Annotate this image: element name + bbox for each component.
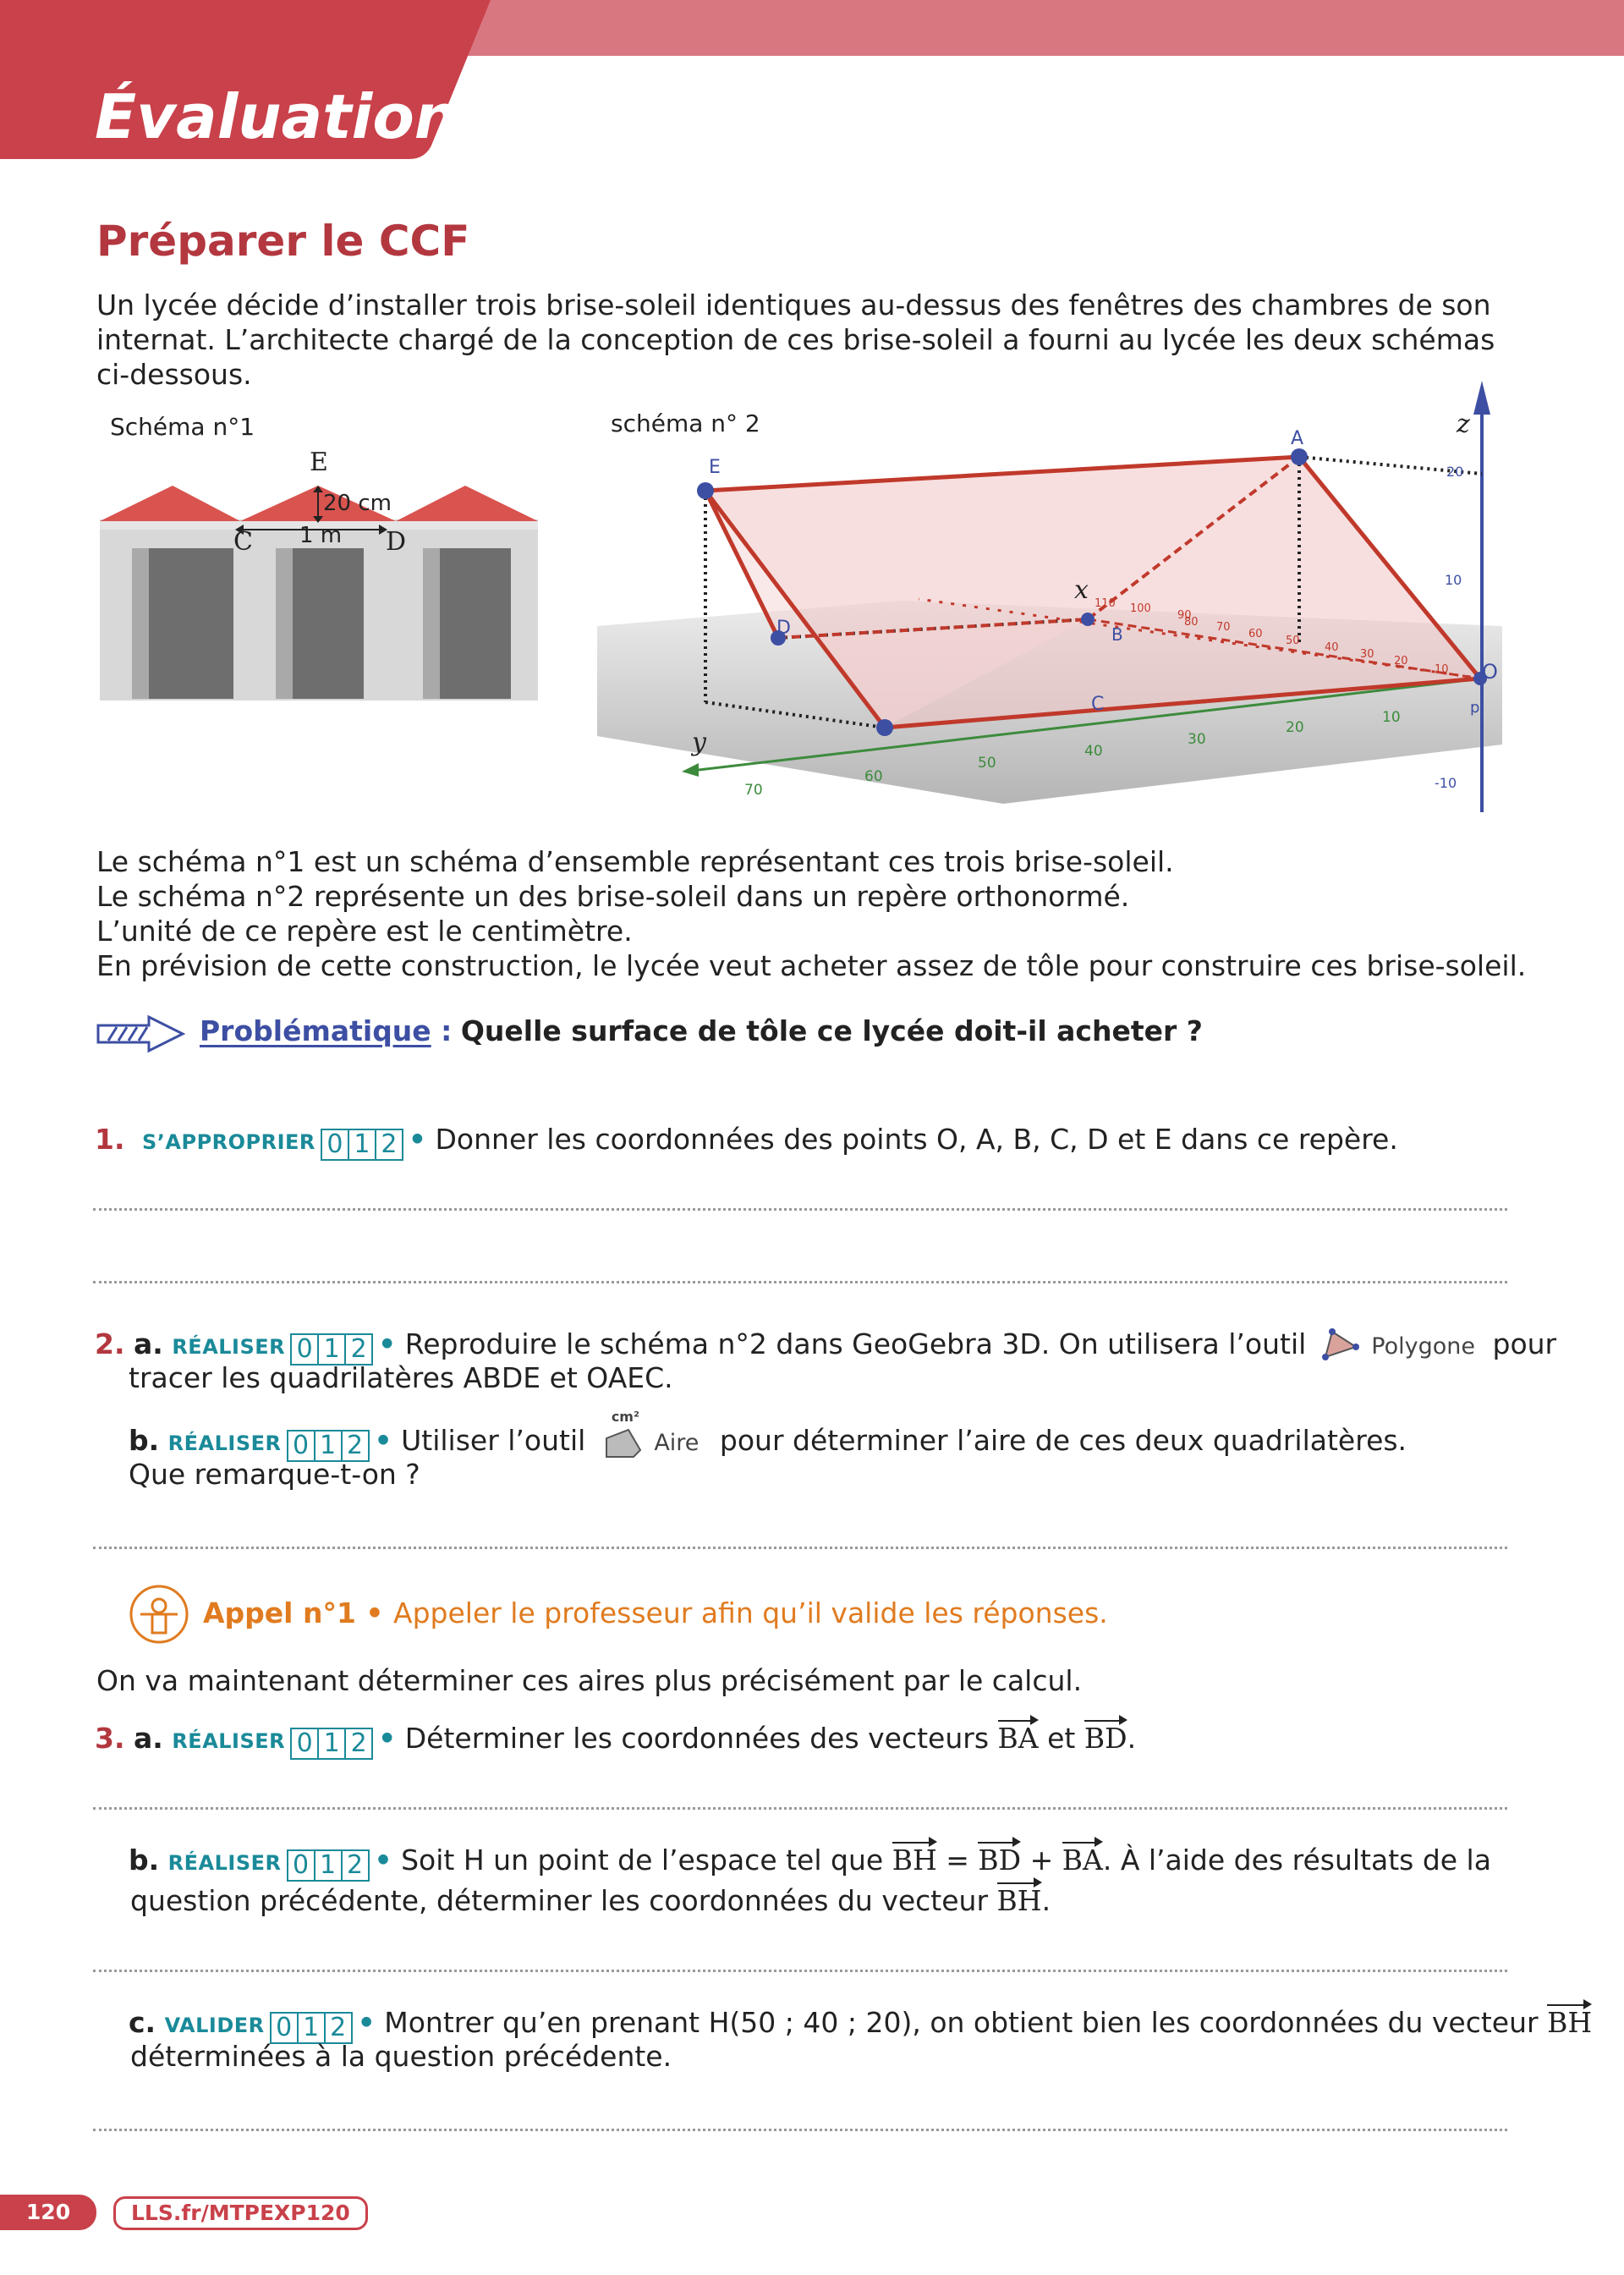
vector-bd: BD xyxy=(978,1844,1022,1877)
schema2-tick-z-neg10: -10 xyxy=(1435,775,1457,791)
q3a-skill: RÉALISER xyxy=(172,1729,286,1753)
scale-2[interactable]: 2 xyxy=(346,1850,364,1880)
schema2-tick-y-50: 50 xyxy=(978,755,996,772)
question-3c: c. VALIDER 0 1 2 • Montrer qu’en prenant H(50 ; 40 ; 20), on obtient bien les coordonnées du vecteur BH xyxy=(129,2006,1593,2042)
q2b-text-2: pour déterminer l’aire de ces deux quadrilatères. xyxy=(719,1424,1407,1457)
vector-bh: BH xyxy=(892,1844,937,1877)
vector-ba: BA xyxy=(1062,1844,1103,1877)
question-2b: b. RÉALISER 0 1 2 • Utiliser l’outil cm² Aire pour déterminer l’aire de ces deux quadrilatères. xyxy=(129,1409,1407,1460)
q3a-and: et xyxy=(1047,1722,1076,1755)
scale-0[interactable]: 0 xyxy=(322,1130,349,1159)
footer-link[interactable]: LLS.fr/MTPEXP120 xyxy=(113,2196,368,2230)
scale-1[interactable]: 1 xyxy=(315,1431,343,1460)
schema2-tick-x-50: 50 xyxy=(1286,635,1300,647)
answer-line[interactable] xyxy=(93,1208,1507,1211)
q3b-letter: b. xyxy=(129,1844,160,1877)
schema2-point-d: D xyxy=(776,618,791,639)
q3b-text-2: . À l’aide des résultats de la xyxy=(1102,1844,1491,1877)
q3c-text: Montrer qu’en prenant H(50 ; 40 ; 20), on obtient bien les coordonnées du vecteur xyxy=(384,2006,1539,2039)
q3b-equals: = xyxy=(946,1844,969,1877)
teacher-call-icon xyxy=(129,1584,189,1645)
answer-line[interactable] xyxy=(93,1547,1507,1549)
q3a-text: Déterminer les coordonnées des vecteurs xyxy=(404,1722,990,1755)
q1-text: Donner les coordonnées des points O, A, B, C, D et E dans ce repère. xyxy=(435,1123,1398,1156)
schema1-label: Schéma n°1 xyxy=(110,413,255,441)
q3b-plus: + xyxy=(1029,1844,1054,1877)
schema2-point-e: E xyxy=(709,457,721,478)
schema2-tick-x-40: 40 xyxy=(1325,641,1339,654)
problematique-colon: : xyxy=(431,1014,453,1047)
scale-1[interactable]: 1 xyxy=(319,1335,346,1364)
q2a-letter: a. xyxy=(134,1327,163,1360)
appel-bullet: • xyxy=(355,1596,393,1629)
q1-scale xyxy=(321,1129,403,1161)
area-tool-label: Aire xyxy=(654,1430,700,1456)
schema1-figure xyxy=(100,448,540,702)
schema2-tick-x-90: 90 xyxy=(1177,609,1192,622)
schema2-tick-x-100: 100 xyxy=(1130,602,1151,615)
q2a-text: Reproduire le schéma n°2 dans GeoGebra 3D. On utilisera l’outil xyxy=(404,1327,1307,1360)
question-3b: b. RÉALISER 0 1 2 • Soit H un point de l’espace tel que BH = BD + BA. À l’aide des résultats de la xyxy=(129,1844,1491,1880)
appel-text: Appeler le professeur afin qu’il valide les réponses. xyxy=(393,1596,1108,1629)
q3a-letter: a. xyxy=(134,1722,163,1755)
q3a-scale xyxy=(290,1728,373,1760)
arrow-icon xyxy=(95,1014,188,1054)
schema2-tick-y-20: 20 xyxy=(1286,719,1304,736)
vector-bh: BH xyxy=(1547,2006,1593,2039)
q2b-skill: RÉALISER xyxy=(167,1431,282,1455)
scale-2[interactable]: 2 xyxy=(381,1129,398,1159)
schema2-tick-x-10: 10 xyxy=(1435,663,1449,676)
vector-bh: BH xyxy=(996,1884,1042,1917)
schema2-tick-x-30: 30 xyxy=(1360,648,1374,661)
schema2-tick-y-40: 40 xyxy=(1084,743,1103,760)
intro-line-3: ci-dessous. xyxy=(96,358,252,391)
scale-1[interactable]: 1 xyxy=(299,2014,326,2042)
q3b-skill: RÉALISER xyxy=(167,1851,282,1875)
schema2-axis-x: x xyxy=(1074,575,1089,605)
q3c-line-2: déterminées à la question précédente. xyxy=(130,2040,672,2073)
question-1: 1. S’APPROPRIER 0 1 2 • Donner les coordonnées des points O, A, B, C, D et E dans ce repère. xyxy=(95,1123,1398,1159)
schema2-point-b: B xyxy=(1111,624,1123,645)
schema1-point-e: E xyxy=(310,448,328,477)
schema2-tick-x-20: 20 xyxy=(1394,655,1408,668)
q3b-text: Soit H un point de l’espace tel que xyxy=(401,1844,884,1877)
page-title: Préparer le CCF xyxy=(96,217,470,266)
description-line-1: Le schéma n°1 est un schéma d’ensemble représentant ces trois brise-soleil. xyxy=(96,845,1174,878)
schema2-tick-x-80: 80 xyxy=(1184,616,1199,629)
vector-ba: BA xyxy=(997,1722,1039,1755)
scale-2[interactable]: 2 xyxy=(346,1431,364,1460)
schema2-axis-y: y xyxy=(692,728,706,757)
schema2-tick-x-60: 60 xyxy=(1248,628,1263,640)
intro-line-1: Un lycée décide d’installer trois brise-soleil identiques au-dessus des fenêtres des chambres de son xyxy=(96,288,1491,321)
schema2-tick-y-60: 60 xyxy=(864,768,883,785)
schema2-axis-z: z xyxy=(1457,409,1470,439)
question-3a: 3. a. RÉALISER 0 1 2 • Déterminer les coordonnées des vecteurs BA et BD. xyxy=(95,1722,1137,1758)
description-line-3: L’unité de ce repère est le centimètre. xyxy=(96,915,633,948)
scale-1[interactable]: 1 xyxy=(319,1729,346,1758)
appel-label: Appel n°1 xyxy=(203,1596,356,1629)
scale-0[interactable]: 0 xyxy=(288,1431,315,1460)
scale-1[interactable]: 1 xyxy=(315,1851,343,1880)
schema2-point-c: C xyxy=(1091,694,1105,715)
schema2-tick-z-10: 10 xyxy=(1445,572,1462,588)
q3b-line-2-container xyxy=(130,1883,1051,1918)
description-line-2: Le schéma n°2 représente un des brise-soleil dans un repère orthonormé. xyxy=(96,880,1130,913)
problematique-label: Problématique xyxy=(200,1014,431,1047)
q3b-scale xyxy=(287,1849,370,1882)
schema2-tick-x-110: 110 xyxy=(1095,597,1116,610)
scale-2[interactable]: 2 xyxy=(330,2013,347,2042)
q1-skill: S’APPROPRIER xyxy=(142,1130,315,1154)
polygon-tool-icon xyxy=(1320,1327,1363,1364)
q2a-skill: RÉALISER xyxy=(172,1335,286,1359)
q2a-text-2: pour xyxy=(1492,1327,1557,1360)
schema2-label: schéma n° 2 xyxy=(611,409,760,437)
intro-line-2: internat. L’architecte chargé de la conception de ces brise-soleil a fourni au lycée les deux schémas xyxy=(96,323,1495,356)
scale-0[interactable]: 0 xyxy=(292,1335,319,1364)
q2b-line-2: Que remarque-t-on ? xyxy=(129,1458,420,1491)
problematique-question: Quelle surface de tôle ce lycée doit-il acheter ? xyxy=(460,1014,1203,1047)
q1-number: 1. xyxy=(95,1123,125,1156)
scale-0[interactable]: 0 xyxy=(272,2014,299,2042)
scale-1[interactable]: 1 xyxy=(349,1130,376,1159)
schema2-tick-y-70: 70 xyxy=(744,782,763,799)
scale-2[interactable]: 2 xyxy=(350,1728,367,1758)
schema1-point-c: C xyxy=(233,527,253,557)
question-2a: 2. a. RÉALISER 0 1 2 • Reproduire le schéma n°2 dans GeoGebra 3D. On utilisera l’outil Polygone pour xyxy=(95,1327,1557,1364)
schema2-tick-x-70: 70 xyxy=(1216,621,1231,634)
description-paragraph xyxy=(96,844,1551,983)
page-number: 120 xyxy=(0,2195,96,2230)
appel xyxy=(203,1596,1108,1631)
schema2-point-o: O xyxy=(1482,660,1498,684)
polygon-tool-label: Polygone xyxy=(1371,1333,1475,1360)
answer-line[interactable] xyxy=(93,1281,1507,1283)
section-title: Évaluation xyxy=(95,81,458,152)
q3b-line-2: question précédente, déterminer les coordonnées du vecteur xyxy=(130,1884,989,1917)
description-line-4: En prévision de cette construction, le lycée veut acheter assez de tôle pour construire ces brise-soleil. xyxy=(96,949,1527,982)
schema2-tick-y-30: 30 xyxy=(1188,731,1206,748)
answer-line[interactable] xyxy=(93,2129,1507,2131)
scale-0[interactable]: 0 xyxy=(292,1729,319,1758)
schema2-tick-y-10: 10 xyxy=(1382,709,1401,726)
scale-2[interactable]: 2 xyxy=(350,1334,367,1364)
schema2-figure xyxy=(597,372,1502,812)
q3-number: 3. xyxy=(95,1722,125,1755)
scale-0[interactable]: 0 xyxy=(288,1851,315,1880)
schema2-point-a: A xyxy=(1291,428,1304,449)
q2b-text: Utiliser l’outil xyxy=(401,1424,586,1457)
q2b-letter: b. xyxy=(129,1424,160,1457)
schema2-point-p: p xyxy=(1470,699,1480,717)
vector-bd: BD xyxy=(1084,1722,1127,1755)
transition-text: On va maintenant déterminer ces aires plus précisément par le calcul. xyxy=(96,1664,1083,1697)
schema1-width-label: 1 m xyxy=(299,523,343,548)
q2-number: 2. xyxy=(95,1327,125,1360)
schema2-tick-z-20: 20 xyxy=(1446,464,1464,480)
q3b-end: . xyxy=(1041,1884,1051,1917)
schema1-point-d: D xyxy=(386,527,407,557)
q3c-letter: c. xyxy=(129,2006,156,2039)
problematique xyxy=(200,1014,1203,1049)
answer-line[interactable] xyxy=(93,1807,1507,1810)
q3c-skill: VALIDER xyxy=(164,2014,265,2037)
area-tool-unit: cm² xyxy=(611,1409,639,1425)
q3a-end: . xyxy=(1127,1722,1137,1755)
q2a-line-2: tracer les quadrilatères ABDE et OAEC. xyxy=(129,1361,673,1394)
schema1-height-label: 20 cm xyxy=(323,491,392,516)
answer-line[interactable] xyxy=(93,1970,1507,1972)
area-tool-icon xyxy=(603,1409,645,1457)
